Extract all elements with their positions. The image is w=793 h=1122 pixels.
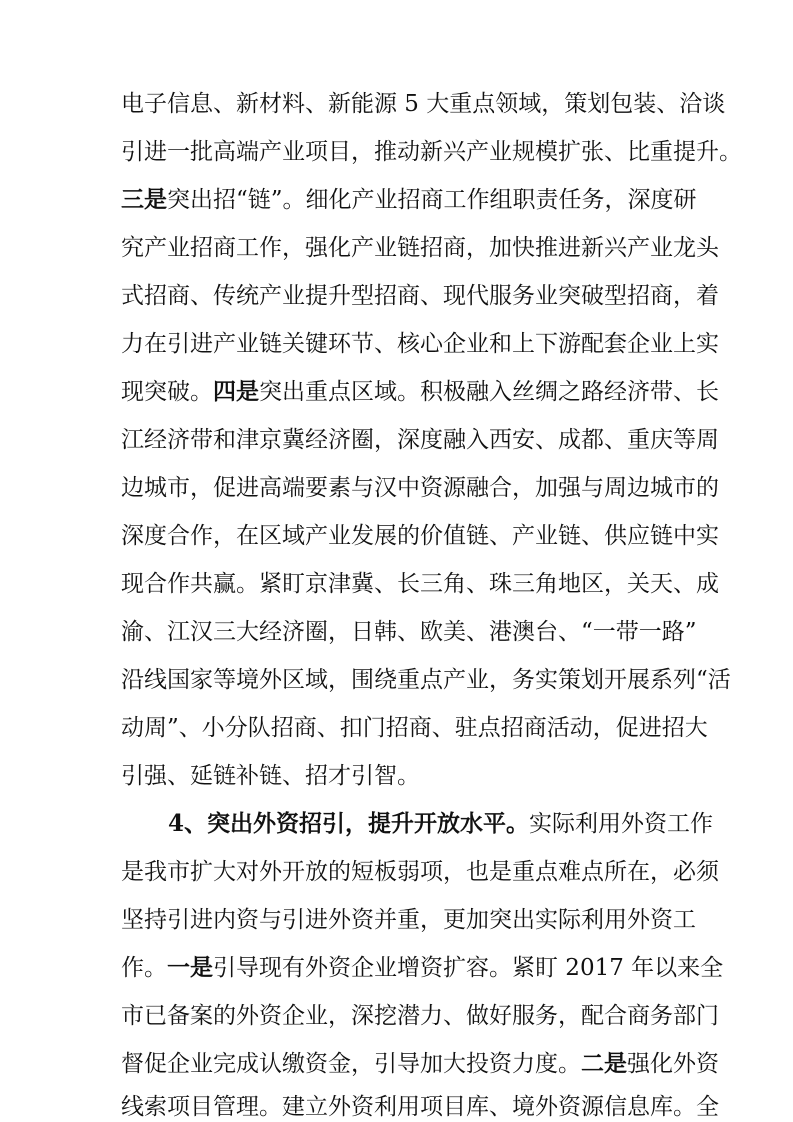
line-text: 坚持引进内资与引进外资并重，更加突出实际利用外资工 xyxy=(121,907,696,933)
bold-keyword: 一是 xyxy=(167,954,213,981)
bold-keyword: 四是 xyxy=(213,378,259,405)
body-line-18 xyxy=(121,900,696,940)
body-line-11 xyxy=(121,564,719,604)
line-text: 究产业招商工作，强化产业链招商，加快推进新兴产业龙头 xyxy=(121,235,719,261)
line-text: 引导现有外资企业增资扩容。紧盯 2017 年以来全 xyxy=(213,955,724,981)
body-line-13 xyxy=(121,660,731,700)
line-text-lead: 现突破。 xyxy=(121,379,213,405)
body-line-8 xyxy=(121,420,719,460)
body-line-14 xyxy=(121,708,708,748)
bold-keyword: 三是 xyxy=(121,186,167,213)
section-heading-line xyxy=(168,804,714,844)
body-line-5 xyxy=(121,276,719,316)
body-line-22 xyxy=(121,1092,719,1122)
line-text: 沿线国家等境外区域，围绕重点产业，务实策划开展系列“活 xyxy=(121,667,731,693)
body-line-3 xyxy=(121,180,697,220)
body-line-20 xyxy=(121,996,719,1036)
body-line-2 xyxy=(121,132,742,172)
section-heading: 4、突出外资招引，提升开放水平。 xyxy=(168,810,530,837)
line-text: 式招商、传统产业提升型招商、现代服务业突破型招商，着 xyxy=(121,283,719,309)
line-text: 突出招“链”。细化产业招商工作组职责任务，深度研 xyxy=(167,187,697,213)
line-text: 线索项目管理。建立外资利用项目库、境外资源信息库。全 xyxy=(121,1094,719,1120)
body-line-12 xyxy=(121,612,697,652)
line-text: 渝、江汉三大经济圈，日韩、欧美、港澳台、“一带一路” xyxy=(121,619,697,645)
body-line-7 xyxy=(121,372,719,412)
bold-keyword: 二是 xyxy=(581,1050,627,1077)
line-text: 突出重点区域。积极融入丝绸之路经济带、长 xyxy=(259,379,719,405)
line-text: 电子信息、新材料、新能源 5 大重点领域，策划包装、洽谈 xyxy=(121,91,726,117)
line-text: 现合作共赢。紧盯京津冀、长三角、珠三角地区，关天、成 xyxy=(121,571,719,597)
line-text: 是我市扩大对外开放的短板弱项，也是重点难点所在，必须 xyxy=(121,859,719,885)
line-text: 实际利用外资工作 xyxy=(529,811,714,837)
body-line-17 xyxy=(121,852,719,892)
body-line-9 xyxy=(121,468,719,508)
body-line-4 xyxy=(121,228,719,268)
body-line-19 xyxy=(121,948,724,988)
body-line-1 xyxy=(121,84,726,124)
line-text: 边城市，促进高端要素与汉中资源融合，加强与周边城市的 xyxy=(121,475,719,501)
body-line-6 xyxy=(121,324,719,364)
line-text: 力在引进产业链关键环节、核心企业和上下游配套企业上实 xyxy=(121,331,719,357)
line-text: 引强、延链补链、招才引智。 xyxy=(121,763,420,789)
line-text: 动周”、小分队招商、扣门招商、驻点招商活动，促进招大 xyxy=(121,715,708,741)
line-text-lead: 督促企业完成认缴资金，引导加大投资力度。 xyxy=(121,1051,581,1077)
line-text: 江经济带和津京冀经济圈，深度融入西安、成都、重庆等周 xyxy=(121,427,719,453)
line-text: 强化外资 xyxy=(627,1051,719,1077)
line-text: 市已备案的外资企业，深挖潜力、做好服务，配合商务部门 xyxy=(121,1003,719,1029)
body-line-10 xyxy=(121,516,719,556)
body-line-15 xyxy=(121,756,681,796)
line-text: 引进一批高端产业项目，推动新兴产业规模扩张、比重提升。 xyxy=(121,139,742,165)
line-text-lead: 作。 xyxy=(121,955,167,981)
body-line-21 xyxy=(121,1044,719,1084)
line-text: 深度合作，在区域产业发展的价值链、产业链、供应链中实 xyxy=(121,523,719,549)
